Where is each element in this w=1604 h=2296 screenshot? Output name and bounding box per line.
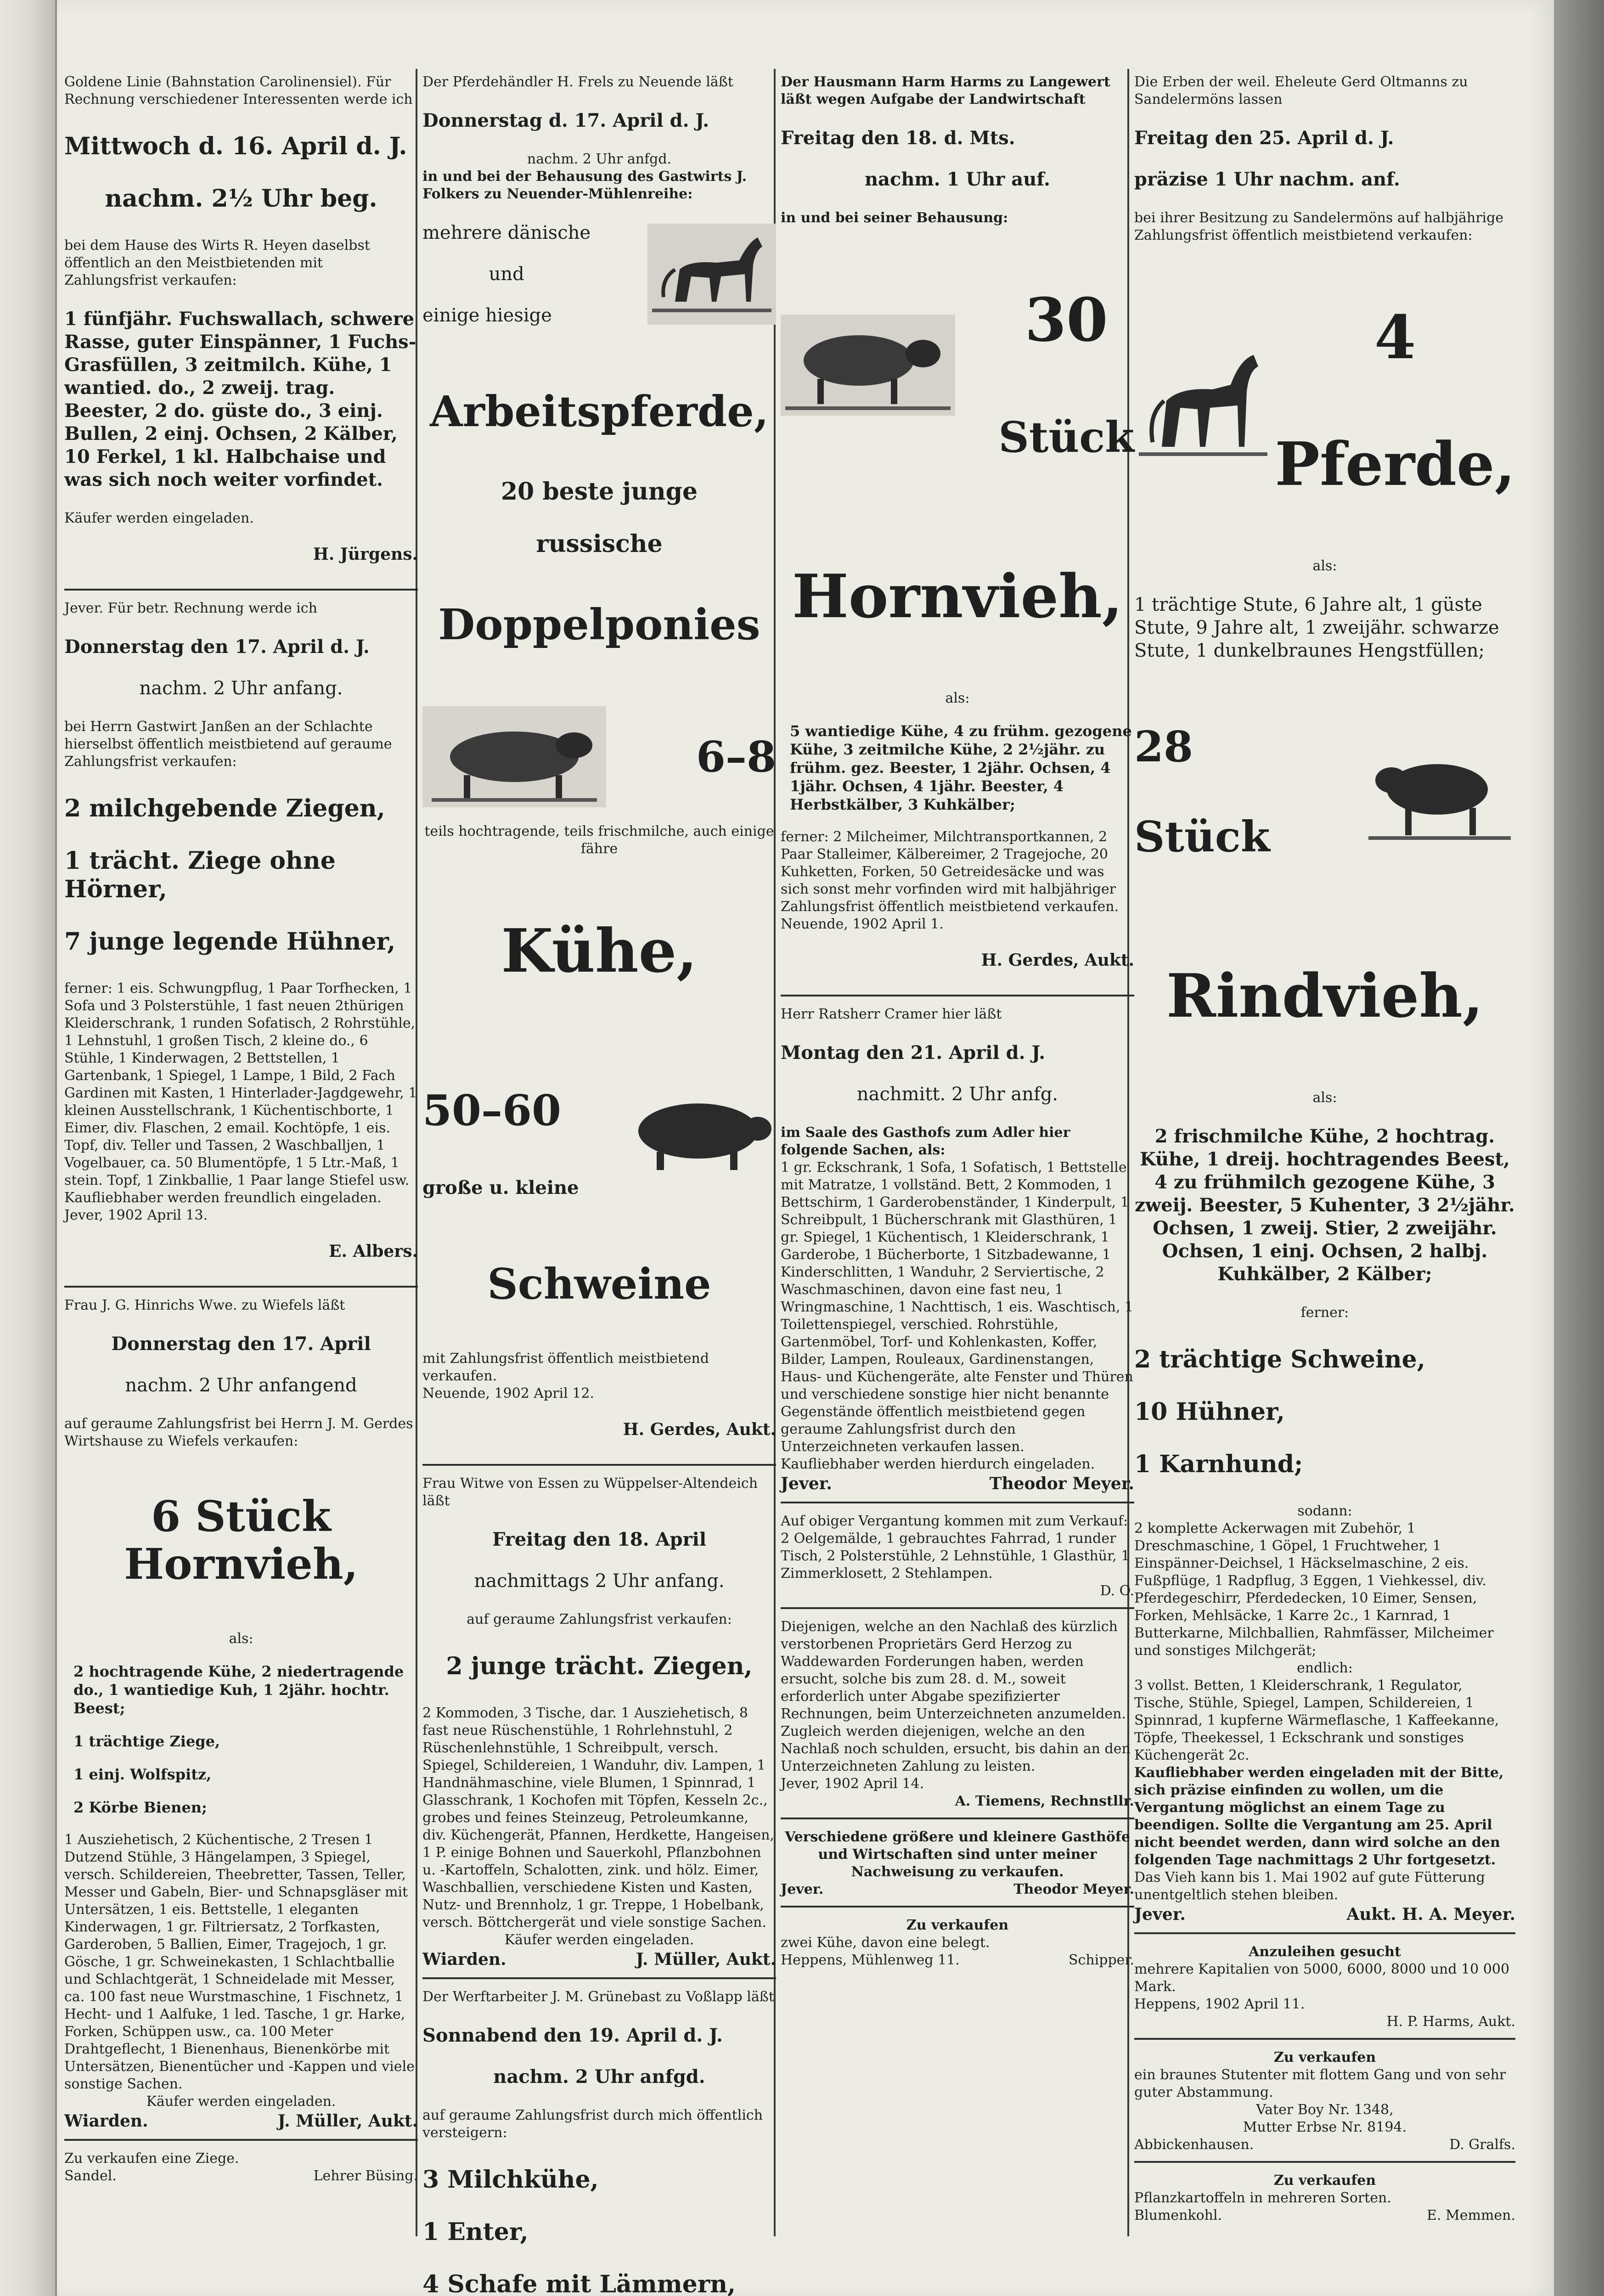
ad-goldene-linie (64, 69, 418, 591)
ad-signature-row (1134, 1904, 1515, 1925)
ad-cattle-row (1134, 681, 1515, 903)
ad-count: 4 (1374, 302, 1416, 372)
ad-line: 10 Hühner, (1134, 1398, 1285, 1426)
ad-text: auf geraume Zahlungsfrist durch mich öffentlich versteigern: (422, 2107, 763, 2141)
ad-signature: H. Gerdes, Aukt. (623, 1420, 776, 1439)
ad-note: Das Vieh kann bis 1. Mai 1902 auf gute Fütterung unentgeltlich stehen bleiben. (1134, 1869, 1485, 1903)
ad-cattle-row (422, 691, 776, 823)
ad-range: 50–60 (422, 1086, 562, 1135)
ad-time: nachmittags 2 Uhr anfang. (474, 1570, 725, 1592)
ad-date: Montag den 21. April d. J. (781, 1042, 1046, 1064)
ad-text: Verschiedene größere und kleinere Gasthöfe und Wirtschaften sind unter meiner Nachweisung zu verkaufen. (785, 1829, 1130, 1880)
ad-signature-row (422, 1949, 776, 1970)
ad-text: Auf obiger Vergantung kommen mit zum Verkauf: (781, 1513, 1128, 1529)
ad-signature: H. Gerdes, Aukt. (981, 951, 1134, 970)
ad-text: teils hochtragende, teils frischmilche, auch einige fähre (424, 823, 774, 857)
ad-line: große u. kleine (422, 1177, 579, 1199)
ad-range: 6–8 (696, 732, 776, 782)
ad-date: Mittwoch d. 16. April d. J. (64, 132, 407, 160)
ad-text: mehrere Kapitalien von 5000, 6000, 8000 und 10 000 Mark. (1134, 1961, 1510, 1995)
ad-line: 4 Schafe mit Lämmern, (422, 2270, 736, 2296)
ad-kuehe-verkauf (781, 1912, 1134, 1976)
ad-dateline: Neuende, 1902 April 12. (422, 1385, 594, 1401)
ad-anzuleihen (1134, 1939, 1515, 2040)
ad-stueck: Stück (998, 412, 1134, 462)
ad-signature-row (781, 1952, 1134, 1969)
ad-date: Donnerstag d. 17. April d. J. (422, 110, 709, 131)
ad-signature: Lehrer Büsing. (313, 2168, 418, 2184)
ad-headline: 2 junge trächt. Ziegen, (446, 1652, 753, 1680)
ad-signature: D. O. (1100, 1583, 1134, 1599)
ad-time: nachm. 1 Uhr auf. (864, 169, 1051, 190)
ad-invite: Kaufliebhaber werden eingeladen mit der Bitte, sich präzise einfinden zu wollen, um die Vergantung möglichst an einem Tage zu beendigen. Sollte die Vergantung am 25. April nicht beendet werden, dann wird solche an den folgenden Tage nachmittags 2 Uhr fortgesetzt. (1134, 1765, 1504, 1868)
ad-nachlass (781, 1614, 1134, 1819)
ad-line: 1 Enter, (422, 2218, 529, 2246)
ad-text: Pflanzkartoffeln in mehreren Sorten. (1134, 2190, 1391, 2206)
ad-signature: H. P. Harms, Aukt. (1386, 2014, 1515, 2030)
column-3 (781, 69, 1134, 2273)
ad-harms (781, 69, 1134, 996)
ad-als: als: (945, 690, 970, 706)
previous-page-edge (0, 0, 57, 2296)
cow-icon (1364, 739, 1515, 844)
ad-endlich: endlich: (1297, 1660, 1353, 1676)
ad-vergantung (781, 1508, 1134, 1609)
ad-date: Donnerstag den 17. April (111, 1333, 371, 1355)
ad-als: als: (1312, 558, 1337, 574)
ad-cramer (781, 1001, 1134, 1503)
ad-cow-text (998, 227, 1134, 503)
ad-item: 2 Körbe Bienen; (73, 1799, 207, 1816)
ad-line: 1 trächt. Ziege ohne Hörner, (64, 847, 336, 903)
ad-signature: Theodor Meyer. (989, 1474, 1134, 1493)
column-2 (422, 69, 776, 2296)
ad-time: nachm. 2½ Uhr beg. (105, 185, 377, 213)
ad-line: 1 Karnhund; (1134, 1450, 1303, 1478)
ad-sig-place: Jever. (1134, 1905, 1186, 1924)
ad-intro: Goldene Linie (Bahnstation Carolinensiel). Für Rechnung verschiedener Interessenten werde ich (64, 74, 413, 107)
ad-heading: Zu verkaufen (1273, 2172, 1376, 2189)
pig-icon (625, 1087, 776, 1175)
ad-signature-row (781, 1473, 1134, 1494)
ad-count: 28 (1134, 722, 1193, 771)
ad-text: in und bei seiner Behausung: (781, 210, 1008, 226)
ad-gasthoefe (781, 1824, 1134, 1908)
cow-icon (781, 315, 955, 416)
ad-gruenebast (422, 1984, 776, 2296)
ad-heading: Zu verkaufen (1273, 2049, 1376, 2065)
ad-count: 30 (1024, 285, 1108, 355)
ad-time: nachm. 2 Uhr anfang. (139, 678, 343, 699)
ad-oltmanns (1134, 69, 1515, 1934)
ad-pflanzkartoffeln (1134, 2167, 1515, 2232)
ad-signature-row (64, 2110, 418, 2132)
ad-headline: Hornvieh, (792, 561, 1123, 631)
ad-text: Zu verkaufen eine Ziege. (64, 2150, 239, 2167)
ad-signature: Schipper. (1068, 1952, 1134, 1968)
ad-headline: Schweine (487, 1259, 711, 1309)
ad-invite: Käufer werden eingeladen. (504, 1932, 694, 1948)
ad-date: Freitag den 25. April d. J. (1134, 127, 1394, 149)
ad-text: auf geraume Zahlungsfrist bei Herrn J. M. Gerdes Wirtshause zu Wiefels verkaufen: (64, 1416, 413, 1449)
ad-signature: J. Müller, Aukt. (277, 2111, 418, 2131)
ad-date: Sonnabend den 19. April d. J. (422, 2025, 723, 2046)
ad-more: 2 Oelgemälde, 1 gebrauchtes Fahrrad, 1 runder Tisch, 2 Polsterstühle, 2 Lehnstühle, 1 Glasthür, 1 Zimmerklosett, 2 Stehlampen. (781, 1531, 1130, 1581)
ad-text: zwei Kühe, davon eine belegt. (781, 1935, 990, 1951)
ad-signature: Theodor Meyer. (1013, 1881, 1134, 1897)
page-edge-shadow (1554, 0, 1604, 2296)
ad-place: Heppens, Mühlenweg 11. (781, 1952, 960, 1968)
ad-more: 3 vollst. Betten, 1 Kleiderschrank, 1 Regulator, Tische, Stühle, Spiegel, Lampen, Schildereien, 1 Spinnrad, 1 kupferne Wärmeflasche, 1 Kaffeekanne, Töpfe, Theekessel, 1 Eckschrank und sonstiges Küchengerät 2c. (1134, 1677, 1499, 1763)
ad-ziege (64, 2145, 418, 2192)
ad-place: Abbickenhausen. (1134, 2137, 1254, 2153)
horse-icon (647, 224, 776, 325)
ad-text: bei ihrer Besitzung zu Sandelermöns auf halbjährige Zahlungsfrist öffentlich meistbietend verkaufen: (1134, 210, 1504, 243)
ad-text: auf geraume Zahlungsfrist verkaufen: (467, 1611, 732, 1627)
ad-intro: Die Erben der weil. Eheleute Gerd Oltmanns zu Sandelermöns lassen (1134, 74, 1468, 107)
ad-headline: Rindvieh, (1166, 961, 1484, 1031)
ad-als: als: (229, 1631, 253, 1647)
ad-items: 1 trächtige Stute, 6 Jahre alt, 1 güste Stute, 9 Jahre alt, 1 zweijähr. schwarze Stute, 1 dunkelbraunes Hengstfüllen; (1134, 594, 1499, 661)
ad-sig-place: Wiarden. (422, 1950, 507, 1969)
ad-more: 1 Ausziehetisch, 2 Küchentische, 2 Tresen 1 Dutzend Stühle, 3 Hängelampen, 3 Spiegel, versch. Schildereien, Theebretter, Tassen, Teller, Messer und Gabeln, Bier- und Schnapsgläser mit Untersätzen, 1 eis. Bettstelle, 1 eleganten Kinderwagen, 1 gr. Filtriersatz, 2 Torfkasten, Garderoben, 5 Ballien, Eimer, Tragejoch, 1 gr. Gösche, 1 gr. Schweinekasten, 1 Schlachtballie und Schlachtgerät, 1 Schneidelade mit Messer, ca. 100 fast neue Wurstmaschine, 1 Fischnetz, 1 Hecht- und 1 Aalfuke, 1 led. Tasche, 1 gr. Harke, Forken, Schüppen usw., ca. 100 Meter Drahtgeflecht, 1 Bienenhaus, Bienenkörbe mit Untersätzen, Bienentücher und -Kappen und viele sonstige Sachen. (64, 1832, 415, 2092)
ad-sig-place: Jever. (781, 1474, 832, 1493)
ad-intro: Frau Witwe von Essen zu Wüppelser-Altendeich läßt (422, 1475, 758, 1509)
ad-items: 2 hochtragende Kühe, 2 niedertragende do., 1 wantiedige Kuh, 1 2jähr. hochtr. Beest; (73, 1663, 404, 1717)
ad-intro: Der Werftarbeiter J. M. Grünebast zu Voßlapp läßt (422, 1989, 774, 2005)
ad-items: 5 wantiedige Kühe, 4 zu frühm. gezogene Kühe, 3 zeitmilche Kühe, 2 2½jähr. zu frühm. gez. Beester, 1 2jähr. Ochsen, 4 1jähr. Ochsen, 4 1jähr. Beester, 4 Herbstkälber, 3 Kuhkälber; (790, 722, 1132, 813)
cattle-icon (422, 706, 606, 807)
ad-pig-row (422, 1044, 776, 1218)
ad-ferner: ferner: (1300, 1305, 1349, 1321)
ad-time: nachm. 2 Uhr anfgd. (527, 151, 672, 167)
ad-cow-row (781, 227, 1134, 503)
ad-more: 1 gr. Eckschrank, 1 Sofa, 1 Sofatisch, 1 Bettstelle mit Matratze, 1 vollständ. Bett, 2 Kommoden, 1 Bettschirm, 1 Garderobenständer, 1 Kinderpult, 1 Schreibpult, 1 Bücherschrank mit Glasthüren, 1 gr. Spiegel, 1 Küchentisch, 1 Kleiderschrank, 1 Garderobe, 1 Bücherborte, 1 Sitzbadewanne, 1 Kinderschlitten, 1 Wanduhr, 2 Serviertische, 2 Waschmaschinen, davon eine fast neu, 1 Wringmaschine, 1 Nachttisch, 1 eis. Waschtisch, 1 Toilettenspiegel, verschied. Rohrstühle, Gartenmöbel, Torf- und Kohlenkasten, Koffer, Bilder, Lampen, Rouleaux, Gardinenstangen, Haus- und Küchengeräte, alte Fenster und Thüren und verschiedene sonstige hier nicht benannte Gegenstände öffentlich meistbietend gegen geraume Zahlungsfrist durch den Unterzeichneten verkaufen lassen. (781, 1159, 1134, 1455)
ad-headline: Arbeitspferde, (430, 387, 769, 436)
ad-intro: Jever. Für betr. Rechnung werde ich (64, 600, 317, 616)
ad-text: in und bei der Behausung des Gastwirts J. Folkers zu Neuender-Mühlenreihe: (422, 169, 747, 202)
ad-horse-row (1134, 244, 1515, 557)
ad-sig-place: Jever. (781, 1881, 824, 1897)
ad-more: 2 komplette Ackerwagen mit Zubehör, 1 Dreschmaschine, 1 Göpel, 1 Fruchtweher, 1 Einspänner-Deichsel, 1 Häckselmaschine, 2 eis. Fußpflüge, 1 Radpflug, 3 Eggen, 1 Viehkessel, div. Pferdegeschirr, Pferdedecken, 10 Eimer, Sensen, Forken, Mehlsäcke, 1 Karre 2c., 1 Karnrad, 1 Butterkarne, Milchballien, Rahmfässer, Milcheimer und sonstiges Milchgerät; (1134, 1520, 1494, 1659)
ad-invite: Kaufliebhaber werden freundlich eingeladen. (64, 1190, 382, 1206)
ad-time: präzise 1 Uhr nachm. anf. (1134, 169, 1400, 190)
horse-icon (1134, 332, 1272, 470)
ad-horse-text (1275, 244, 1515, 557)
ad-headline: Pferde, (1275, 429, 1515, 499)
ad-line: 2 trächtige Schweine, (1134, 1345, 1425, 1373)
ad-more: ferner: 1 eis. Schwungpflug, 1 Paar Torfhecken, 1 Sofa und 3 Polsterstühle, 1 fast neuen 2thürigen Kleiderschrank, 1 runden Sofatisch, 2 Rohrstühle, 1 Lehnstuhl, 1 großen Tisch, 2 kleine do., 6 Stühle, 1 Kinderwagen, 2 Bettstellen, 1 Gartenbank, 1 Spiegel, 1 Lampe, 1 Bild, 2 Fach Gardinen mit Kasten, 1 Hinterlader-Jagdgewehr, 1 kleinen Ausstellschrank, 1 Küchentischborte, 1 Eimer, div. Flaschen, 2 email. Kochtöpfe, 1 eis. Topf, div. Teller und Tassen, 2 Waschballjen, 1 Vogelbauer, ca. 50 Blumentöpfe, 1 5 Ltr.-Maß, 1 stein. Topf, 1 Zinkballie, 1 Paar lange Stiefel usw. (64, 980, 417, 1188)
ad-place: Sandel. (64, 2168, 117, 2184)
ad-jever-albers (64, 595, 418, 1288)
ad-line: 2 milchgebende Ziegen, (64, 794, 385, 822)
ad-signature: J. Müller, Aukt. (636, 1950, 776, 1969)
ad-heading: Anzuleihen gesucht (1249, 1944, 1401, 1960)
ad-signature-row (1134, 2207, 1515, 2224)
ad-signature: H. Jürgens. (313, 545, 418, 564)
ad-intro: Der Hausmann Harm Harms zu Langewert läßt wegen Aufgabe der Landwirtschaft (781, 74, 1110, 107)
ad-text: im Saale des Gasthofs zum Adler hier folgende Sachen, als: (781, 1125, 1070, 1158)
ad-line: mehrere dänische (422, 222, 591, 243)
ad-signature: D. Gralfs. (1449, 2137, 1515, 2153)
ad-von-essen (422, 1470, 776, 1979)
ad-text: bei Herrn Gastwirt Janßen an der Schlachte hierselbst öffentlich meistbietend auf geraume Zahlungsfrist verkaufen: (64, 719, 392, 770)
ad-cattle-text (696, 691, 776, 823)
ad-heading: Zu verkaufen (906, 1917, 1009, 1933)
ad-signature-row (781, 1881, 1134, 1898)
ad-line: Vater Boy Nr. 1348, (1256, 2102, 1394, 2118)
ad-signature: E. Albers. (329, 1242, 418, 1261)
ad-line: einige hiesige (422, 305, 552, 326)
ad-time: nachmitt. 2 Uhr anfg. (856, 1084, 1058, 1105)
ad-dateline: Jever, 1902 April 13. (64, 1207, 208, 1223)
ad-frels (422, 69, 776, 1466)
ad-place: Blumenkohl. (1134, 2207, 1222, 2223)
ad-date: Freitag den 18. d. Mts. (781, 127, 1015, 149)
ad-signature: E. Memmen. (1427, 2207, 1515, 2223)
ad-more: ferner: 2 Milcheimer, Milchtransportkannen, 2 Paar Stalleimer, Kälbereimer, 2 Tragejoche, 20 Kuhketten, Forken, 50 Getreidesäcke und was sich sonst mehr vorfinden wird mit halbjähriger Zahlungsfrist öffentlich meistbietend verkaufen. (781, 829, 1119, 915)
ad-line: Mutter Erbse Nr. 8194. (1243, 2119, 1407, 2135)
ad-signature: Aukt. H. A. Meyer. (1346, 1905, 1515, 1924)
ad-line: 7 junge legende Hühner, (64, 928, 396, 956)
ad-item: 1 einj. Wolfspitz, (73, 1766, 212, 1783)
ad-text: Diejenigen, welche an den Nachlaß des kürzlich verstorbenen Proprietärs Gerd Herzog zu Waddewarden Forderungen haben, werden ersucht, solche bis zum 28. d. M., soweit erforderlich unter Abgabe spezifizierter Rechnungen, beim Unterzeichneten anzumelden. (781, 1619, 1126, 1722)
ad-horse-row (422, 203, 776, 345)
ad-intro: Frau J. G. Hinrichs Wwe. zu Wiefels läßt (64, 1297, 345, 1313)
ad-pig-text (422, 1044, 579, 1218)
ad-line: 3 Milchkühe, (422, 2166, 599, 2194)
ad-date: Donnerstag den 17. April d. J. (64, 636, 370, 658)
ad-signature: A. Tiemens, Rechnstllr. (955, 1793, 1134, 1809)
column-1 (64, 69, 418, 2273)
ad-horse-text (422, 203, 591, 345)
ad-text: Zugleich werden diejenigen, welche an den Nachlaß noch schulden, ersucht, bis dahin an den Unterzeichneten Zahlung zu leisten. (781, 1723, 1131, 1774)
ad-headline: Kühe, (501, 916, 698, 986)
ad-als: als: (1312, 1090, 1337, 1106)
ad-line: 20 beste junge (501, 478, 698, 506)
ad-line: und (489, 264, 524, 285)
ad-intro: Der Pferdehändler H. Frels zu Neuende läßt (422, 74, 733, 90)
ad-line: russische (536, 530, 663, 558)
column-4 (1134, 69, 1515, 2273)
ad-signature-row (1134, 2136, 1515, 2154)
ad-text: ein braunes Stutenter mit flottem Gang und von sehr guter Abstammung. (1134, 2067, 1506, 2100)
ad-time: nachm. 2 Uhr anfangend (125, 1375, 357, 1396)
ad-invite: Kaufliebhaber werden hierdurch eingeladen. (781, 1456, 1095, 1472)
ad-cattle-text (1134, 681, 1270, 903)
ad-more: 2 Kommoden, 3 Tische, dar. 1 Ausziehetisch, 8 fast neue Rüschenstühle, 1 Rohrlehnstuhl, 2 Rüschenlehnstühle, 1 Schreibpult, versch. Spiegel, Schildereien, 1 Wanduhr, div. Lampen, 1 Handnähmaschine, viele Blumen, 1 Spinnrad, 1 Glasschrank, 1 Kochofen mit Töpfen, Kesseln 2c., grobes und feines Steinzeug, Petroleumkanne, div. Küchengerät, Pfannen, Herdkette, Hangeisen, 1 P. einige Bohnen und Sauerkohl, Pflanzbohnen u. -Kartoffeln, Schalotten, zink. und hölz. Eimer, Waschballien, verschiedene Kisten und Kasten, Nutz- und Brennholz, 1 gr. Treppe, 1 Hobelbank, versch. Böttchergerät und viele sonstige Sachen. (422, 1705, 775, 1930)
ad-item: 1 trächtige Ziege, (73, 1733, 220, 1750)
ad-sig-place: Wiarden. (64, 2111, 148, 2131)
ad-headline: Doppelponies (438, 600, 760, 649)
ad-time: nachm. 2 Uhr anfgd. (493, 2066, 705, 2088)
ad-hinrichs (64, 1292, 418, 2141)
ad-sodann: sodann: (1297, 1503, 1352, 1519)
ad-intro: Herr Ratsherr Cramer hier läßt (781, 1006, 1002, 1022)
ad-dateline: Jever, 1902 April 14. (781, 1776, 924, 1792)
ad-invite: Käufer werden eingeladen. (146, 2093, 336, 2110)
ad-stueck: Stück (1134, 812, 1270, 861)
ad-text: bei dem Hause des Wirts R. Heyen daselbst öffentlich an den Meistbietenden mit Zahlungsfrist verkaufen: (64, 237, 370, 288)
ad-signature-row (64, 2167, 418, 2185)
ad-text: mit Zahlungsfrist öffentlich meistbietend verkaufen. (422, 1351, 709, 1384)
ad-stutenter (1134, 2044, 1515, 2163)
ad-items: 1 fünfjähr. Fuchswallach, schwere Rasse, guter Einspänner, 1 Fuchs-Grasfüllen, 3 zeitmilch. Kühe, 1 wantied. do., 2 zweij. trag. Beester, 2 do. güste do., 3 einj. Bullen, 2 einj. Ochsen, 2 Kälber, 10 Ferkel, 1 kl. Halbchaise und was sich noch weiter vorfindet. (64, 308, 416, 490)
ad-items: 2 frischmilche Kühe, 2 hochtrag. Kühe, 1 dreij. hochtragendes Beest, 4 zu frühmilch gezogene Kühe, 3 zweij. Beester, 5 Kuhenter, 3 2½jähr. Ochsen, 1 zweij. Stier, 2 zweijähr. Ochsen, 1 einj. Ochsen, 2 halbj. Kuhkälber, 2 Kälber; (1135, 1125, 1515, 1285)
ad-dateline: Heppens, 1902 April 11. (1134, 1996, 1305, 2012)
ad-headline: 6 Stück Hornvieh, (124, 1491, 358, 1589)
ad-invite: Käufer werden eingeladen. (64, 510, 254, 526)
ad-date: Freitag den 18. April (492, 1529, 707, 1550)
ad-dateline: Neuende, 1902 April 1. (781, 916, 944, 932)
